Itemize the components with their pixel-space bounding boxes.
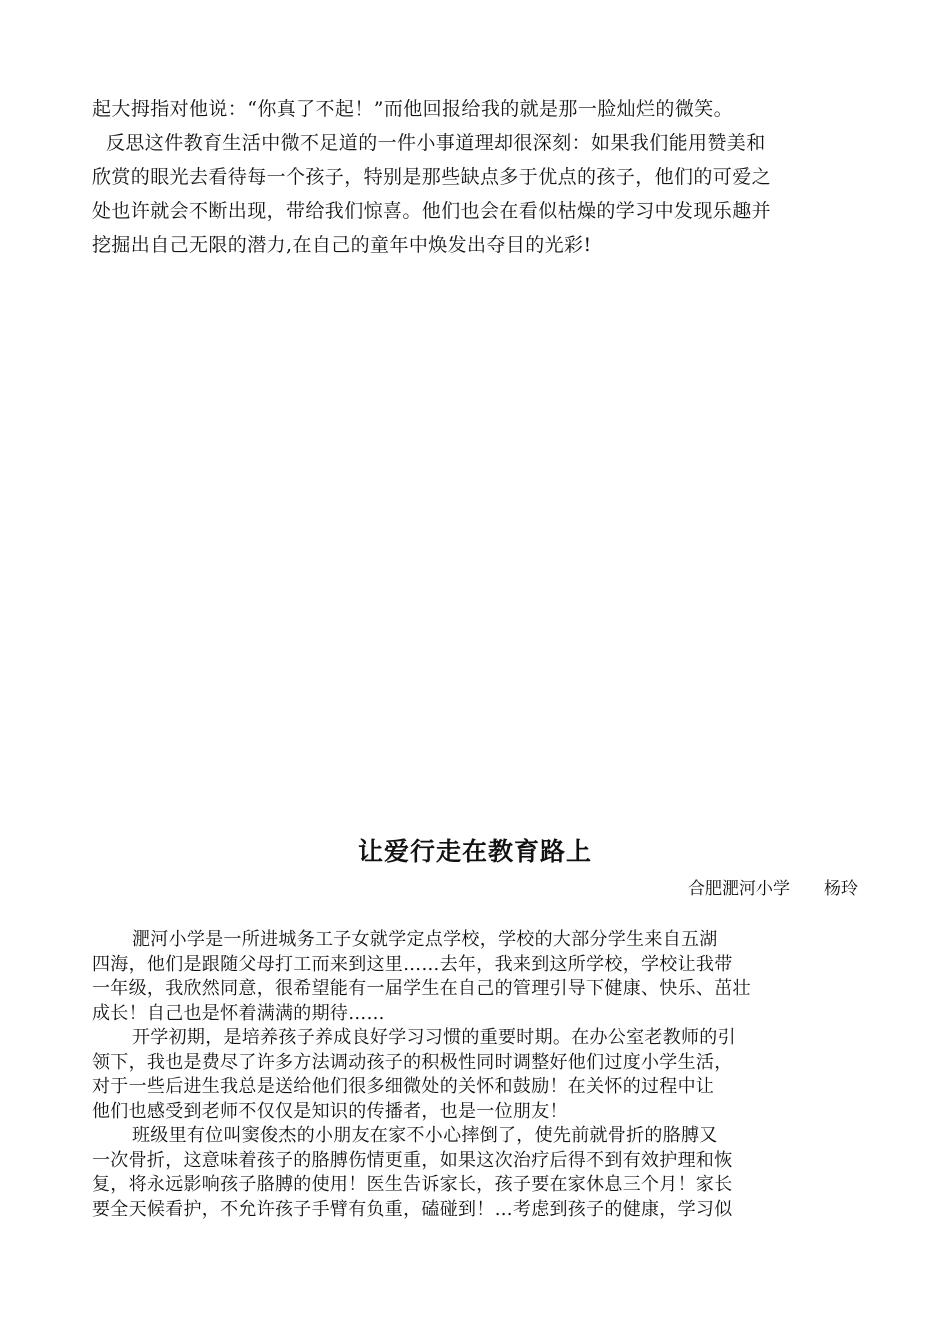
- previous-article-ending: [92, 92, 862, 262]
- text-line: 要全天候看护，不允许孩子手臂有负重，磕碰到！…考虑到孩子的健康，学习似: [92, 1198, 733, 1220]
- text-line: 淝河小学是一所进城务工子女就学定点学校，学校的大部分学生来自五湖: [132, 929, 718, 950]
- school-name: 合肥淝河小学: [688, 879, 790, 899]
- text-line: 一年级，我欣然同意，很希望能有一届学生在自己的管理引导下健康、快乐、茁壮: [92, 978, 751, 999]
- text-line: 反思这件教育生活中微不足道的一件小事道理却很深刻：如果我们能用赞美和: [106, 132, 766, 154]
- text-line: 欣赏的眼光去看待每一个孩子，特别是那些缺点多于优点的孩子，他们的可爱之: [92, 166, 772, 188]
- text-line: 开学初期，是培养孩子养成良好学习习惯的重要时期。在办公室老教师的引: [132, 1027, 736, 1048]
- text-line: 起大拇指对他说：“你真了不起！”而他回报给我的就是那一脸灿烂的微笑。: [92, 98, 734, 120]
- article-byline: [688, 874, 858, 904]
- text-line: 对于一些后进生我总是送给他们很多细微处的关怀和鼓励！在关怀的过程中让: [92, 1076, 715, 1097]
- text-line: 一次骨折，这意味着孩子的胳膊伤情更重，如果这次治疗后得不到有效护理和恢: [92, 1149, 733, 1171]
- text-line: 领下，我也是费尽了许多方法调动孩子的积极性同时调整好他们过度小学生活，: [92, 1051, 733, 1073]
- article-body: [92, 928, 862, 1222]
- text-line: 复，将永远影响孩子胳膊的使用！医生告诉家长，孩子要在家休息三个月！家长: [92, 1174, 733, 1195]
- author-name: 杨玲: [824, 879, 858, 899]
- article-title: 让爱行走在教育路上: [357, 837, 592, 866]
- text-line: 处也许就会不断出现，带给我们惊喜。他们也会在看似枯燥的学习中发现乐趣并: [92, 200, 772, 222]
- text-line: 成长！自己也是怀着满满的期待……: [92, 1002, 385, 1024]
- text-line: 挖掘出自己无限的潜力,在自己的童年中焕发出夺目的光彩!: [92, 234, 592, 256]
- text-line: 班级里有位叫窦俊杰的小朋友在家不小心摔倒了，使先前就骨折的胳膊又: [132, 1125, 718, 1146]
- text-line: 他们也感受到老师不仅仅是知识的传播者，也是一位朋友！: [92, 1100, 568, 1122]
- text-line: 四海，他们是跟随父母打工而来到这里……去年，我来到这所学校，学校让我带: [92, 953, 733, 975]
